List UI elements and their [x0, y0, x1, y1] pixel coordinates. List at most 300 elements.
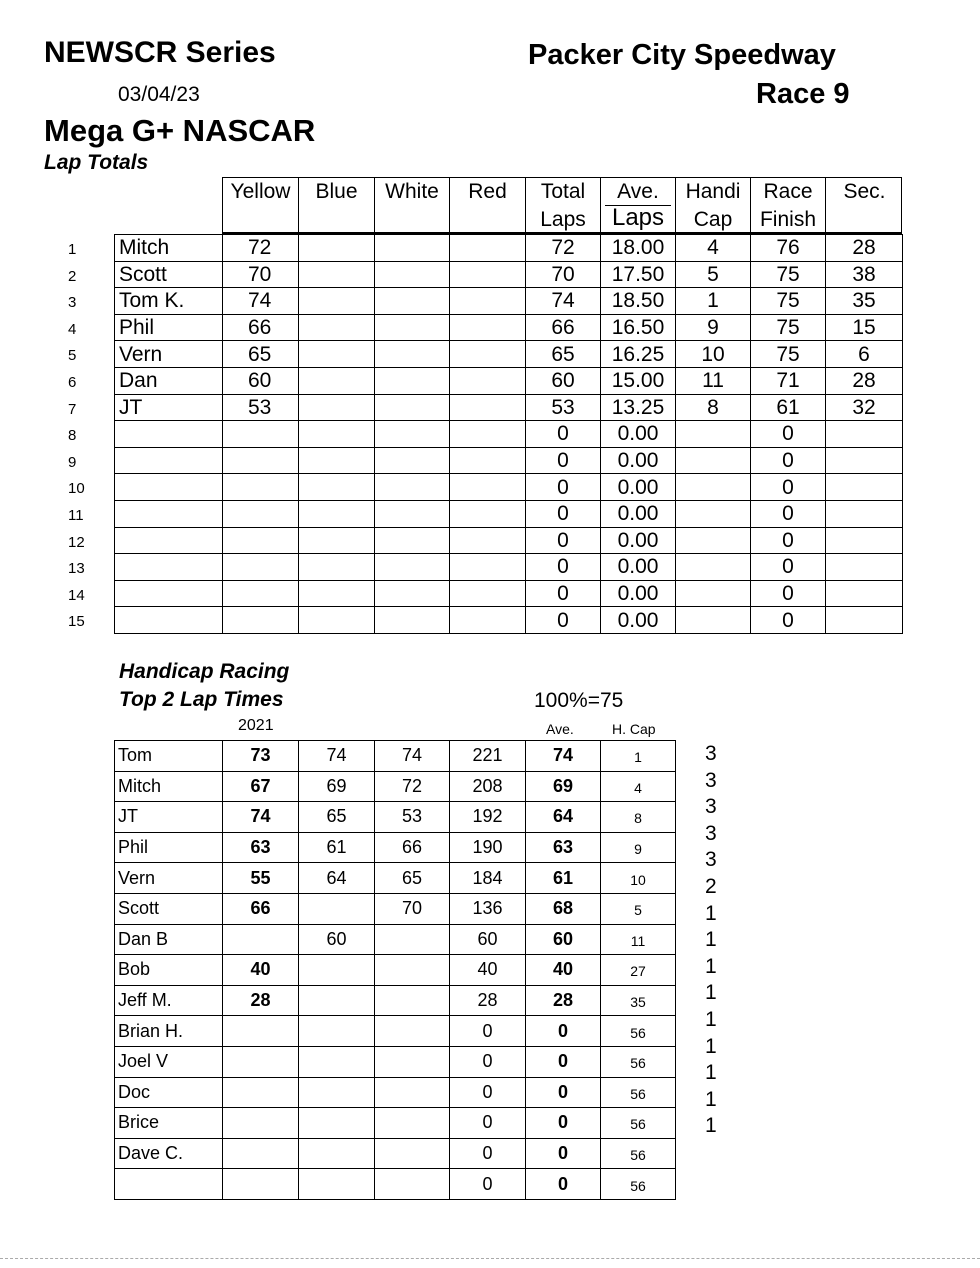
blue-laps	[299, 607, 375, 634]
lap-time-2	[299, 955, 375, 986]
lap-time-2021	[223, 1138, 299, 1169]
ave-laps: 0.00	[601, 447, 676, 474]
seconds	[826, 580, 903, 607]
driver-name: Jeff M.	[115, 985, 223, 1016]
yellow-laps: 60	[223, 367, 299, 394]
page-edge-divider	[0, 1258, 980, 1259]
white-laps	[375, 394, 450, 421]
white-laps	[375, 527, 450, 554]
lap-time-2021: 73	[223, 741, 299, 772]
lap-time-2: 60	[299, 924, 375, 955]
red-laps	[450, 341, 526, 368]
handicap	[676, 554, 751, 581]
lap-time-2021	[223, 1108, 299, 1139]
race-count: 3	[705, 768, 717, 792]
yellow-laps: 53	[223, 394, 299, 421]
handicap-row	[115, 1077, 676, 1108]
series-title: NEWSCR Series	[44, 36, 276, 69]
white-laps	[375, 607, 450, 634]
row-number: 3	[68, 294, 77, 312]
handicap-racing-title: Handicap Racing	[119, 660, 290, 683]
handicap: 8	[601, 802, 676, 833]
total-laps: 0	[526, 474, 601, 501]
white-laps	[375, 288, 450, 315]
row-number: 7	[68, 400, 77, 418]
race-count: 1	[705, 1008, 717, 1031]
lap-time-2	[299, 1108, 375, 1139]
blue-laps	[299, 474, 375, 501]
ave-laps: 16.25	[601, 341, 676, 368]
driver-name: Dan B	[115, 924, 223, 955]
lap-totals-heading: Lap Totals	[44, 151, 149, 174]
row-number: 8	[68, 427, 77, 445]
seconds	[826, 447, 903, 474]
lap-time-3: 65	[375, 863, 450, 894]
driver-name: JT	[115, 394, 223, 421]
handicap-row	[115, 1016, 676, 1047]
driver-name: Mitch	[115, 235, 223, 262]
ave-lap: 64	[526, 802, 601, 833]
ave-lap: 0	[526, 1016, 601, 1047]
white-laps	[375, 235, 450, 262]
race-count: 1	[705, 954, 717, 978]
red-laps	[450, 580, 526, 607]
handicap-row	[115, 1169, 676, 1200]
red-laps	[450, 421, 526, 448]
race-finish: 76	[751, 235, 826, 262]
handicap-row	[115, 1108, 676, 1139]
handicap: 4	[601, 771, 676, 802]
blue-laps	[299, 421, 375, 448]
seconds: 32	[826, 394, 903, 421]
row-number: 10	[68, 480, 85, 498]
lap-sum: 28	[450, 985, 526, 1016]
driver-name: Tom	[115, 741, 223, 772]
white-laps	[375, 447, 450, 474]
race-finish: 0	[751, 580, 826, 607]
col-header-race-finish: Race Finish	[751, 178, 826, 232]
blue-laps	[299, 500, 375, 527]
lap-time-2	[299, 1016, 375, 1047]
lap-time-2	[299, 1046, 375, 1077]
white-laps	[375, 314, 450, 341]
race-count: 2	[705, 875, 717, 898]
race-finish: 0	[751, 527, 826, 554]
race-finish: 0	[751, 554, 826, 581]
lap-sum: 221	[450, 741, 526, 772]
handicap: 9	[601, 832, 676, 863]
lap-sum: 60	[450, 924, 526, 955]
lap-sum: 40	[450, 955, 526, 986]
race-finish: 0	[751, 500, 826, 527]
seconds: 28	[826, 235, 903, 262]
driver-name: Brian H.	[115, 1016, 223, 1047]
handicap-row	[115, 893, 676, 924]
seconds	[826, 474, 903, 501]
blue-laps	[299, 447, 375, 474]
yellow-laps: 66	[223, 314, 299, 341]
lap-totals-table	[114, 234, 903, 634]
handicap: 4	[676, 235, 751, 262]
lap-row	[115, 288, 903, 315]
driver-name	[115, 607, 223, 634]
ave-laps: 15.00	[601, 367, 676, 394]
ave-laps: 0.00	[601, 500, 676, 527]
race-finish: 0	[751, 474, 826, 501]
race-count: 3	[705, 848, 717, 872]
ave-lap: 60	[526, 924, 601, 955]
seconds	[826, 421, 903, 448]
seconds: 35	[826, 288, 903, 315]
lap-time-3: 74	[375, 741, 450, 772]
driver-name	[115, 1169, 223, 1200]
row-number: 9	[68, 453, 77, 471]
yellow-laps	[223, 447, 299, 474]
lap-row	[115, 314, 903, 341]
seconds	[826, 607, 903, 634]
driver-name: Scott	[115, 261, 223, 288]
lap-time-2021	[223, 1016, 299, 1047]
ave-lap: 40	[526, 955, 601, 986]
driver-name: Doc	[115, 1077, 223, 1108]
lap-time-3	[375, 1016, 450, 1047]
ave-laps: 0.00	[601, 554, 676, 581]
ave-laps: 0.00	[601, 527, 676, 554]
yellow-laps	[223, 607, 299, 634]
race-finish: 71	[751, 367, 826, 394]
col-header-blue: Blue	[299, 178, 375, 232]
red-laps	[450, 314, 526, 341]
ave-lap: 68	[526, 893, 601, 924]
row-number: 11	[68, 507, 84, 524]
lap-time-2: 74	[299, 741, 375, 772]
total-laps: 0	[526, 580, 601, 607]
col-header-total-laps: Total Laps	[526, 178, 601, 232]
handicap	[676, 580, 751, 607]
white-laps	[375, 367, 450, 394]
handicap	[676, 607, 751, 634]
driver-name	[115, 447, 223, 474]
lap-sum: 0	[450, 1108, 526, 1139]
hcap-label: H. Cap	[612, 721, 656, 737]
handicap-row	[115, 832, 676, 863]
row-number: 4	[68, 320, 77, 338]
race-count: 1	[705, 1034, 717, 1058]
driver-name: Vern	[115, 341, 223, 368]
driver-name: Phil	[115, 832, 223, 863]
red-laps	[450, 527, 526, 554]
ave-lap: 61	[526, 863, 601, 894]
handicap: 35	[601, 985, 676, 1016]
lap-row	[115, 394, 903, 421]
lap-time-3	[375, 1169, 450, 1200]
red-laps	[450, 447, 526, 474]
race-count: 1	[705, 1061, 717, 1085]
lap-sum: 0	[450, 1016, 526, 1047]
race-finish: 0	[751, 607, 826, 634]
ave-lap: 0	[526, 1169, 601, 1200]
yellow-laps	[223, 500, 299, 527]
lap-row	[115, 447, 903, 474]
race-count: 1	[705, 901, 717, 925]
row-number: 14	[68, 586, 85, 604]
ave-lap: 0	[526, 1077, 601, 1108]
lap-sum: 0	[450, 1077, 526, 1108]
red-laps	[450, 367, 526, 394]
ave-laps: 17.50	[601, 261, 676, 288]
handicap: 9	[676, 314, 751, 341]
race-count: 1	[705, 981, 717, 1005]
white-laps	[375, 421, 450, 448]
total-laps: 65	[526, 341, 601, 368]
lap-time-3	[375, 985, 450, 1016]
handicap	[676, 474, 751, 501]
handicap: 1	[601, 741, 676, 772]
driver-name: JT	[115, 802, 223, 833]
driver-name	[115, 580, 223, 607]
handicap: 56	[601, 1108, 676, 1139]
handicap-row	[115, 741, 676, 772]
blue-laps	[299, 261, 375, 288]
race-finish: 75	[751, 288, 826, 315]
handicap: 56	[601, 1016, 676, 1047]
red-laps	[450, 235, 526, 262]
blue-laps	[299, 554, 375, 581]
yellow-laps: 72	[223, 235, 299, 262]
ave-lap: 28	[526, 985, 601, 1016]
total-laps: 66	[526, 314, 601, 341]
lap-row	[115, 341, 903, 368]
total-laps: 0	[526, 421, 601, 448]
handicap-row	[115, 771, 676, 802]
driver-name	[115, 421, 223, 448]
ave-label: Ave.	[546, 721, 574, 737]
lap-time-3	[375, 1077, 450, 1108]
handicap	[676, 421, 751, 448]
lap-time-3: 53	[375, 802, 450, 833]
race-count: 3	[705, 821, 717, 845]
lap-row	[115, 367, 903, 394]
white-laps	[375, 580, 450, 607]
seconds: 38	[826, 261, 903, 288]
handicap: 1	[676, 288, 751, 315]
handicap	[676, 500, 751, 527]
lap-row	[115, 580, 903, 607]
lap-row	[115, 474, 903, 501]
race-number: Race 9	[756, 78, 850, 110]
race-count: 1	[705, 1087, 717, 1111]
seconds	[826, 527, 903, 554]
row-number: 15	[68, 613, 85, 631]
lap-time-3	[375, 955, 450, 986]
ave-lap: 0	[526, 1138, 601, 1169]
lap-time-3	[375, 1108, 450, 1139]
race-finish: 75	[751, 314, 826, 341]
race-finish: 75	[751, 261, 826, 288]
total-laps: 60	[526, 367, 601, 394]
blue-laps	[299, 235, 375, 262]
total-laps: 0	[526, 500, 601, 527]
handicap: 10	[601, 863, 676, 894]
ave-laps: 0.00	[601, 474, 676, 501]
handicap-row	[115, 863, 676, 894]
blue-laps	[299, 341, 375, 368]
yellow-laps: 74	[223, 288, 299, 315]
yellow-laps	[223, 527, 299, 554]
ave-laps: 0.00	[601, 607, 676, 634]
lap-row	[115, 527, 903, 554]
ave-laps: 0.00	[601, 421, 676, 448]
handicap: 5	[601, 893, 676, 924]
handicap: 5	[676, 261, 751, 288]
driver-name	[115, 474, 223, 501]
race-finish: 0	[751, 447, 826, 474]
lap-time-3: 70	[375, 893, 450, 924]
red-laps	[450, 261, 526, 288]
lap-sum: 0	[450, 1046, 526, 1077]
total-laps: 0	[526, 527, 601, 554]
lap-time-3	[375, 1138, 450, 1169]
race-date: 03/04/23	[118, 83, 200, 106]
driver-name: Dave C.	[115, 1138, 223, 1169]
percent-note: 100%=75	[534, 689, 624, 712]
handicap: 27	[601, 955, 676, 986]
handicap: 11	[676, 367, 751, 394]
total-laps: 0	[526, 607, 601, 634]
total-laps: 70	[526, 261, 601, 288]
row-number: 1	[68, 241, 77, 258]
yellow-laps	[223, 421, 299, 448]
red-laps	[450, 500, 526, 527]
white-laps	[375, 341, 450, 368]
speedway-title: Packer City Speedway	[528, 39, 836, 71]
col-header-ave-laps: Ave. Laps	[601, 178, 676, 232]
col-header-white: White	[375, 178, 450, 232]
handicap-row	[115, 924, 676, 955]
blue-laps	[299, 580, 375, 607]
lap-time-3	[375, 924, 450, 955]
lap-time-2	[299, 1169, 375, 1200]
driver-name: Tom K.	[115, 288, 223, 315]
red-laps	[450, 554, 526, 581]
driver-name: Bob	[115, 955, 223, 986]
yellow-laps: 70	[223, 261, 299, 288]
lap-time-2021: 40	[223, 955, 299, 986]
lap-time-3: 66	[375, 832, 450, 863]
yellow-laps: 65	[223, 341, 299, 368]
ave-laps: 18.00	[601, 235, 676, 262]
lap-time-2021: 74	[223, 802, 299, 833]
lap-time-2021: 67	[223, 771, 299, 802]
lap-row	[115, 261, 903, 288]
seconds: 6	[826, 341, 903, 368]
handicap-row	[115, 955, 676, 986]
yellow-laps	[223, 474, 299, 501]
col-header-red: Red	[450, 178, 526, 232]
ave-laps: 0.00	[601, 580, 676, 607]
driver-name: Phil	[115, 314, 223, 341]
row-number: 5	[68, 347, 77, 365]
ave-laps: 13.25	[601, 394, 676, 421]
ave-lap: 63	[526, 832, 601, 863]
driver-name: Brice	[115, 1108, 223, 1139]
lap-row	[115, 235, 903, 262]
seconds: 28	[826, 367, 903, 394]
red-laps	[450, 394, 526, 421]
lap-time-2	[299, 1077, 375, 1108]
lap-time-2021	[223, 1046, 299, 1077]
handicap: 56	[601, 1046, 676, 1077]
driver-name	[115, 527, 223, 554]
ave-laps: 16.50	[601, 314, 676, 341]
white-laps	[375, 554, 450, 581]
row-number: 6	[68, 374, 77, 391]
white-laps	[375, 500, 450, 527]
total-laps: 74	[526, 288, 601, 315]
race-count: 3	[705, 742, 717, 765]
red-laps	[450, 474, 526, 501]
lap-row	[115, 500, 903, 527]
year-label: 2021	[238, 717, 274, 734]
lap-time-3: 72	[375, 771, 450, 802]
blue-laps	[299, 394, 375, 421]
lap-row	[115, 607, 903, 634]
driver-name: Vern	[115, 863, 223, 894]
driver-name: Dan	[115, 367, 223, 394]
lap-row	[115, 421, 903, 448]
handicap	[676, 527, 751, 554]
ave-lap: 74	[526, 741, 601, 772]
yellow-laps	[223, 580, 299, 607]
handicap: 56	[601, 1169, 676, 1200]
lap-time-2	[299, 893, 375, 924]
handicap-table	[114, 740, 676, 1200]
handicap-row	[115, 985, 676, 1016]
total-laps: 72	[526, 235, 601, 262]
lap-time-2021	[223, 924, 299, 955]
blue-laps	[299, 367, 375, 394]
handicap-row	[115, 1138, 676, 1169]
top-lap-times-title: Top 2 Lap Times	[119, 688, 284, 711]
col-header-yellow: Yellow	[223, 178, 299, 232]
lap-sum: 190	[450, 832, 526, 863]
seconds	[826, 554, 903, 581]
handicap: 56	[601, 1138, 676, 1169]
blue-laps	[299, 527, 375, 554]
race-finish: 61	[751, 394, 826, 421]
col-header-sec: Sec.	[843, 180, 886, 203]
lap-time-2021: 28	[223, 985, 299, 1016]
ave-lap: 0	[526, 1046, 601, 1077]
row-number: 12	[68, 533, 85, 551]
col-header-handicap: Handi Cap	[676, 178, 751, 232]
red-laps	[450, 607, 526, 634]
handicap: 8	[676, 394, 751, 421]
lap-time-2021	[223, 1077, 299, 1108]
lap-time-2	[299, 1138, 375, 1169]
total-laps: 0	[526, 554, 601, 581]
total-laps: 0	[526, 447, 601, 474]
white-laps	[375, 474, 450, 501]
driver-name	[115, 500, 223, 527]
handicap: 56	[601, 1077, 676, 1108]
total-laps: 53	[526, 394, 601, 421]
white-laps	[375, 261, 450, 288]
lap-sum: 0	[450, 1169, 526, 1200]
lap-sum: 192	[450, 802, 526, 833]
lap-time-2: 65	[299, 802, 375, 833]
lap-time-2: 69	[299, 771, 375, 802]
